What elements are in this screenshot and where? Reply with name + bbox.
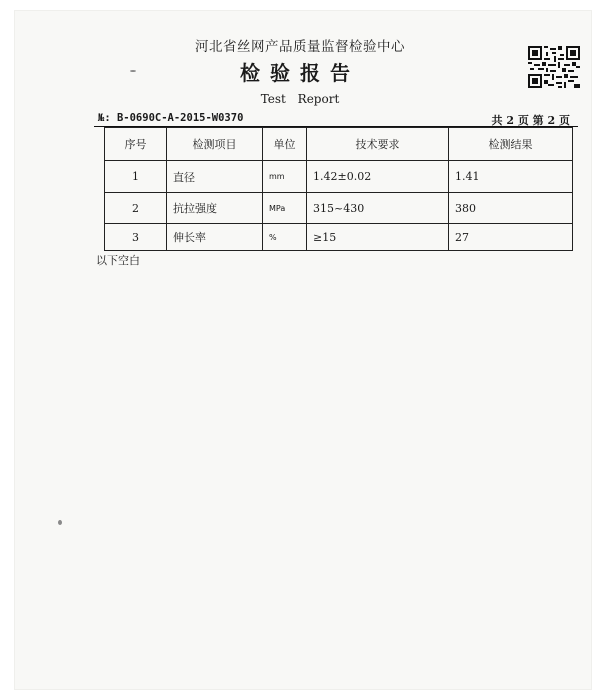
header-result: 检测结果	[449, 128, 573, 161]
row-item: 直径	[167, 161, 263, 193]
scan-speck	[58, 520, 62, 525]
row-unit: %	[263, 224, 307, 251]
row-requirement: 315~430	[307, 193, 449, 224]
header-requirement: 技术要求	[307, 128, 449, 161]
scan-speck	[130, 70, 136, 72]
row-item: 伸长率	[167, 224, 263, 251]
report-title-en: Test Report	[260, 92, 340, 106]
page-info: 共 2 页 第 2 页	[491, 114, 570, 127]
row-requirement: 1.42±0.02	[307, 161, 449, 193]
header-item: 检测项目	[167, 128, 263, 161]
report-title-cn: 检验报告	[240, 61, 360, 85]
footer-note: 以下空白	[96, 254, 140, 267]
row-result: 380	[449, 193, 573, 224]
results-table	[104, 127, 573, 251]
organization-name: 河北省丝网产品质量监督检验中心	[195, 39, 405, 55]
row-seq: 2	[105, 193, 167, 224]
row-seq: 3	[105, 224, 167, 251]
row-seq: 1	[105, 161, 167, 193]
row-requirement: ≥15	[307, 224, 449, 251]
table-row	[105, 161, 573, 193]
row-result: 27	[449, 224, 573, 251]
table-header-row	[105, 128, 573, 161]
qr-code-icon	[528, 46, 580, 88]
report-number: №: B-0690C-A-2015-W0370	[98, 112, 244, 124]
table-row	[105, 193, 573, 224]
row-unit: MPa	[263, 193, 307, 224]
header-seq: 序号	[105, 128, 167, 161]
table-row	[105, 224, 573, 251]
row-item: 抗拉强度	[167, 193, 263, 224]
row-result: 1.41	[449, 161, 573, 193]
header-unit: 单位	[263, 128, 307, 161]
row-unit: mm	[263, 161, 307, 193]
